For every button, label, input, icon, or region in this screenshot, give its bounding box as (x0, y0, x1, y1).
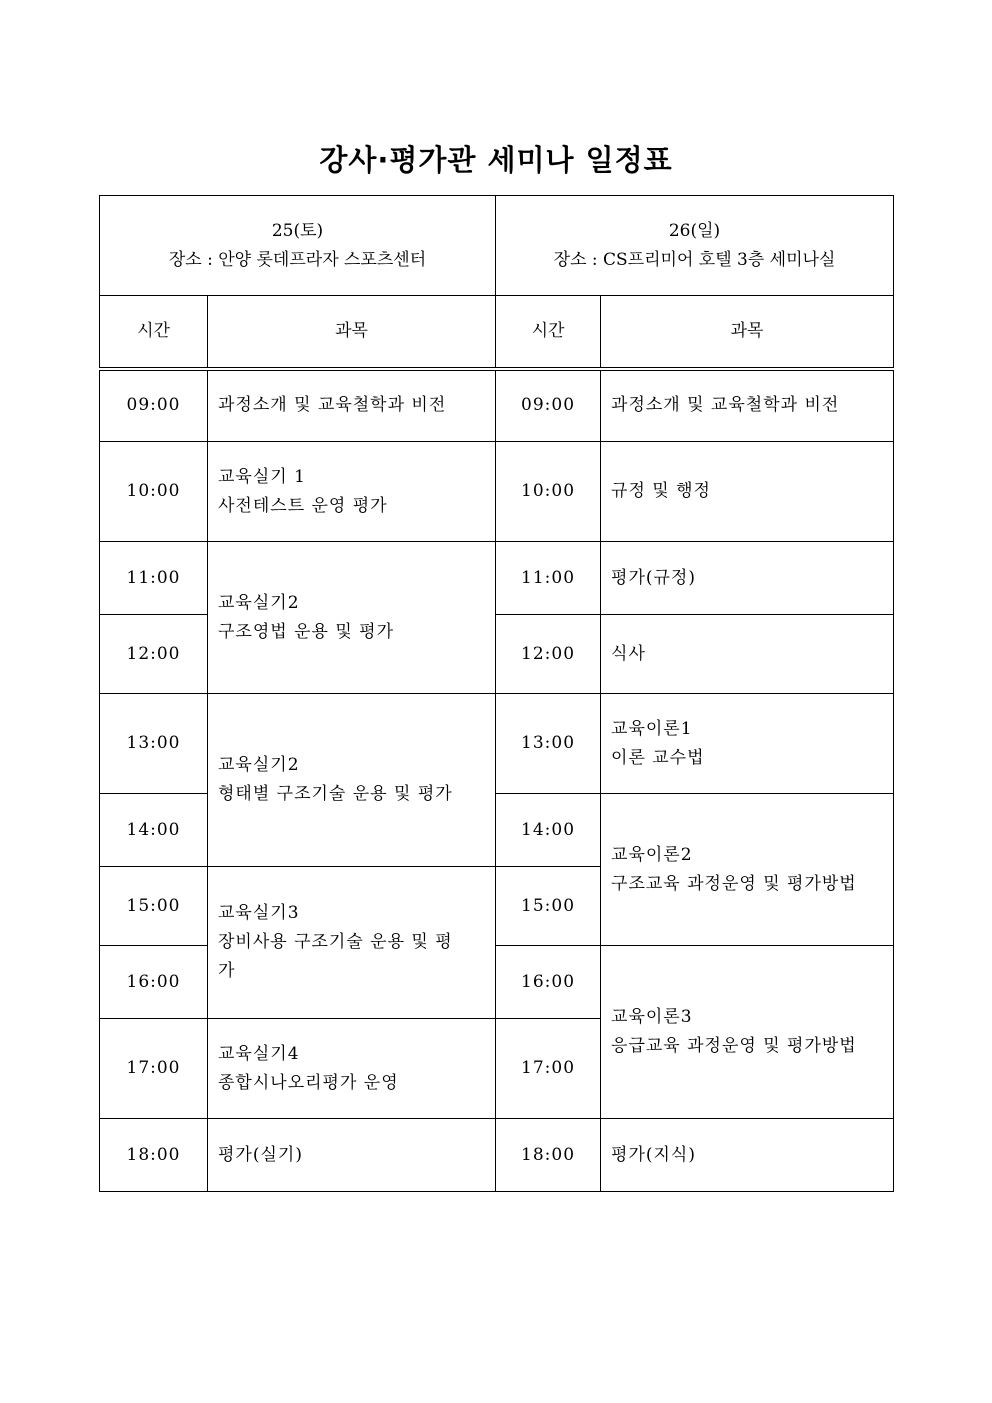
subject-line: 구조영법 운용 및 평가 (218, 621, 395, 642)
subject-line: 장비사용 구조기술 운용 및 평 (218, 932, 453, 952)
time-cell: 16:00 (100, 946, 208, 1019)
time-cell: 12:00 (496, 615, 601, 694)
page-title: 강사·평가관 세미나 일정표 (319, 143, 673, 177)
schedule-table (99, 195, 894, 1192)
subject-line: 교육이론3 (611, 1007, 693, 1027)
day1-date: 25(토) (271, 220, 324, 241)
day1-subject-cell (208, 694, 496, 867)
table-row (100, 442, 894, 542)
day2-subject-cell (601, 794, 894, 946)
time-cell: 11:00 (100, 542, 208, 615)
day1-subject-header: 과목 (208, 296, 496, 369)
subject-line: 이론 교수법 (611, 747, 705, 768)
time-cell: 09:00 (496, 369, 601, 442)
day1-subject-cell: 과정소개 및 교육철학과 비전 (208, 369, 496, 442)
day2-subject-cell: 평가(지식) (601, 1119, 894, 1192)
subject-line: 교육실기3 (218, 903, 300, 923)
day-header-row (100, 196, 894, 296)
subject-line: 형태별 구조기술 운용 및 평가 (218, 784, 453, 804)
subject-line: 응급교육 과정운영 및 평가방법 (611, 1036, 857, 1056)
table-row (100, 369, 894, 442)
time-cell: 13:00 (100, 694, 208, 794)
time-cell: 18:00 (496, 1119, 601, 1192)
subject-line: 가 (218, 961, 236, 981)
time-cell: 18:00 (100, 1119, 208, 1192)
time-cell: 15:00 (100, 867, 208, 946)
day2-time-header: 시간 (496, 296, 601, 369)
time-cell: 14:00 (496, 794, 601, 867)
subject-line: 교육이론2 (611, 844, 693, 865)
day1-subject-cell (208, 442, 496, 542)
subject-line: 교육실기 1 (218, 466, 306, 487)
subject-line: 사전테스트 운영 평가 (218, 495, 388, 516)
day1-header (100, 196, 496, 296)
subject-line: 종합시나오리평가 운영 (218, 1072, 399, 1093)
day1-subject-cell (208, 542, 496, 694)
day2-subject-cell: 평가(규정) (601, 542, 894, 615)
table-row (100, 542, 894, 615)
time-cell: 09:00 (100, 369, 208, 442)
day1-subject-cell (208, 1019, 496, 1119)
day2-subject-cell (601, 946, 894, 1119)
time-cell: 13:00 (496, 694, 601, 794)
time-cell: 14:00 (100, 794, 208, 867)
day2-subject-cell: 과정소개 및 교육철학과 비전 (601, 369, 894, 442)
day1-subject-cell: 평가(실기) (208, 1119, 496, 1192)
day2-subject-cell: 규정 및 행정 (601, 442, 894, 542)
time-cell: 10:00 (100, 442, 208, 542)
time-cell: 16:00 (496, 946, 601, 1019)
time-cell: 10:00 (496, 442, 601, 542)
time-cell: 12:00 (100, 615, 208, 694)
time-cell: 15:00 (496, 867, 601, 946)
day2-subject-cell (601, 694, 894, 794)
subject-line: 교육이론1 (611, 718, 693, 739)
table-row (100, 694, 894, 794)
subject-line: 교육실기2 (218, 592, 300, 613)
time-cell: 11:00 (496, 542, 601, 615)
day2-location: 장소 : CS프리미어 호텔 3층 세미나실 (553, 249, 836, 270)
subject-line: 교육실기4 (218, 1043, 300, 1064)
day2-subject-header: 과목 (601, 296, 894, 369)
time-cell: 17:00 (496, 1019, 601, 1119)
day2-date: 26(일) (668, 220, 721, 241)
day2-subject-cell: 식사 (601, 615, 894, 694)
column-header-row (100, 296, 894, 369)
subject-line: 교육실기2 (218, 755, 300, 775)
day1-subject-cell (208, 867, 496, 1019)
time-cell: 17:00 (100, 1019, 208, 1119)
table-row (100, 1119, 894, 1192)
day1-time-header: 시간 (100, 296, 208, 369)
day2-header (496, 196, 894, 296)
day1-location: 장소 : 안양 롯데프라자 스포츠센터 (168, 249, 427, 270)
subject-line: 구조교육 과정운영 및 평가방법 (611, 873, 857, 894)
